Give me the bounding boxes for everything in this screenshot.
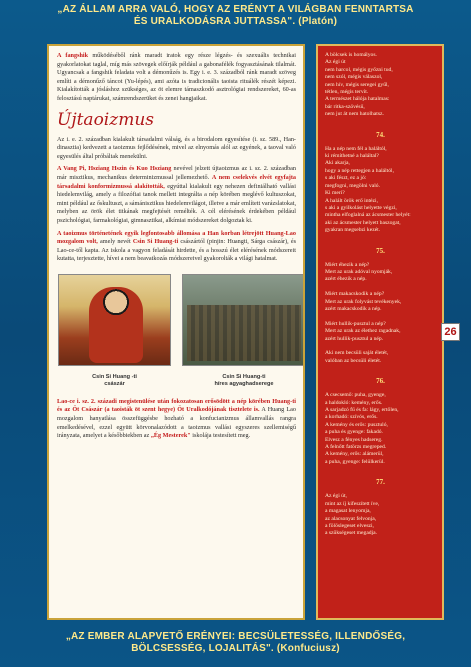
verse-line: gyakran megsebzi kezét. [325,227,381,234]
verse-line: tétlen, mégis tervít. [325,89,369,96]
footer-line-1: „AZ EMBER ALAPVETŐ ERÉNYEI: BECSÜLETESSÉG, ILLENDŐSÉG, [65,631,406,642]
verse-line: A bölcsek is homályos. [325,52,377,58]
highlight-laozi: Lao-ce i. sz. 2. századi megistenülése után fokozatosan erősödött a nép körében Huang-ti és az Öt Császár (a taoisták öt szent hegye) Öt Uralkodójának tisztelete is. [57,397,296,414]
verse-number-74: 74. [376,130,385,139]
verse-line: Aki akarja, [325,160,350,167]
paragraph-fangshi [57,52,296,104]
main-article [47,44,305,620]
caption-army-line-2: híres agyaghadserege [214,380,274,387]
verse-line: nem harcol, mégis győzni tud, [325,66,393,73]
caption-emperor [58,374,171,388]
verse-line: Miért hullik-pusztul a nép? [325,320,386,327]
verse-line [325,313,436,320]
verse-sidebar [316,44,444,620]
verse-line: A természet hálója hatalmas: [325,96,390,103]
page-number: 26 [441,323,460,341]
text-laozi-rest: iskolája testesített meg. [190,432,251,440]
text-fangshi: működéséből ránk maradt iratok egy része légzés- és szexuális technikai gyakorlatokat taglal, míg más szövegek előírják például a gabonafélék fogyasztásának tilalmát. Ugyancsak a fangshik feladata volt a démonűzés is. Egy i. e. 3. századból ránk maradt szöveg említi a démonűző táncot (Yu-lépés), ami azóta is tradicionális taoista rituálék részét képezi. Kialakították a jósláshoz szükséges, az öt elemre támaszkodó asztrológiai rendszereket, 60-as felosztású naptárukat, számrendszerüket és zenei hangjaikat. [57,52,296,102]
verse-line: azért hullik-pusztul a nép. [325,335,384,342]
verse-line: a fölöslegeset elveszi, [325,522,374,529]
verse-line: mint az íj kifeszített íve, [325,500,380,507]
paragraph-laozi [57,398,296,441]
verse-line: az alacsonyat felvonja, [325,515,377,522]
paragraph-crisis: Az i. e. 2. században kialakult társadalmi válság, és a birodalom egyesítése (i. sz. 589., Han-dinasztia) kedvezett a taoizmus fejlődésének, mivel az elnyomás alól az egyének, a taoval való egyesülés által próbáltak menekülni. [57,135,296,160]
verse-line: A kemény és erős: pusztuló, [325,421,388,428]
highlight-huang-lao: A taoizmus történetének egyik legfontosabb állomása a Han korban létrejött Huang-Lao mozgalom volt, [57,229,296,246]
header-quote [0,4,471,28]
text-neotaoism-mid: nevével jelzett újtaoizmus az i. sz. 2. században már misztikus, mechanikus determinizmussal jellemezhető. [57,165,296,181]
verse-line: A csecsemő: puha, gyenge, [325,392,386,399]
verse-line: bár ritka-szövésű, [325,103,365,110]
caption-emperor-line-2: császár [104,380,125,387]
verse-line: Miért makacskodik a nép? [325,291,385,298]
verse-76 [325,392,436,466]
lead-names: A Vang Pi, Hsziang Hszin és Kuo Hsziang [57,165,172,173]
verse-line: nem szól, mégis válaszol, [325,74,383,81]
verse-line: A halált örök erő intézi, [325,197,378,204]
verse-line: Aki nem becsüli saját életét, [325,350,389,357]
verse-line: Ha a nép nem fél a haláltól, [325,145,387,152]
highlight-emperor: Csin Si Huang-ti [132,238,179,246]
text-huang-lao-mid: amely nevét [97,238,133,246]
verse-line [325,284,436,291]
footer-quote [0,631,471,655]
caption-emperor-line-1: Csin Si Huang -ti [92,373,137,380]
verse-77 [325,493,436,537]
verse-line: hogy a nép rettegjen a haláltól, [325,167,394,174]
text-huang-lao-rest: császártól (pinjin: Huangti, Sárga császár), és Lao-ce-től kapta. Az iskola a vagyon feladását hirdette, és a hosszú élet elérésének módszereit kutatta, terjesztette, hívei a nem beavatkozás módszereivel gyakorolták a világi hatalmat. [57,238,296,263]
section-title: Újtaoizmus [57,109,154,130]
verse-number-75: 75. [376,246,385,255]
verse-line: ki rémíthetné a haláltal? [325,153,379,160]
verse-line [325,343,436,350]
verse-line: aki az ácsmester helyett baszogat, [325,219,401,226]
header-line-2: ÉS URALKODÁSRA JUTTASSA". (Platón) [133,16,338,27]
verse-line: s aki fészt, ez a jó: [325,175,367,182]
text-laozi-mid: A Huang Lao mozgalom hanyatlása összefüggésbe hozható a konfucianizmus államvallás rangra emelkedésével, ezzel együtt körvonalazódott a taoizmus vallási egyszeres szellemiségű irányzata, amelyet a későbbiekben az [57,406,296,440]
verse-line: azért éhezik a nép. [325,276,367,283]
verse-line: A felnőtt fatörzs megreped. [325,444,387,451]
verse-line: nem jut át nem hatolhatsz. [325,111,384,118]
verse-line: a puha és gyenge: fakadó. [325,429,383,436]
verse-line: a szűkségeset megadja. [325,530,378,537]
verse-line: Az égi út, [325,493,347,500]
verse-line: a magasat lenyomja, [325,508,371,515]
verse-line: megfogni, megölni való. [325,182,380,189]
caption-army-line-1: Csin Si Huang-ti [222,373,266,380]
paragraph-neotaoism [57,165,296,225]
highlight-conformism: A nem cselekvés elvét egyfajta társadalmi konformizmussá alakították, [57,173,296,190]
paragraph-huang-lao [57,230,296,264]
footer-line-2: BÖLCSESSÉG, LOJALITÁS". (Konfuciusz) [131,643,340,654]
verse-line: a haldokló: kemény, erős. [325,399,383,406]
verse-line: Mert az urak az élethez ragadnak, [325,328,401,335]
verse-line: mintha elfoglalná az ácsmester helyét: [325,212,411,219]
terracotta-army-image [182,274,305,366]
caption-army [182,374,305,388]
emperor-figure-icon [89,287,143,363]
verse-line: nem hív, mégis seregei gyűl, [325,81,389,88]
header-line-1: „AZ ÁLLAM ARRA VALÓ, HOGY AZ ERÉNYT A VILÁGBAN FENNTARTSA [57,4,414,15]
verse-75 [325,262,436,366]
highlight-sky-masters: „Ég Mesterek" [150,432,191,440]
lead-fangshi: A fangshik [57,52,89,59]
image-captions [57,372,296,398]
verse-line: Mert az urak folyvást tevékenyek, [325,298,402,305]
verse-line: a puha, gyenge: felülkerül. [325,458,385,465]
emperor-portrait-image [58,274,171,366]
verse-line: Ki meri? [325,190,345,197]
verse-line: A kemény, erős: alámerül, [325,451,384,458]
verse-line: azért makacskodik a nép. [325,305,382,312]
verse-line: s aki a gyilkolást helyette végzi, [325,204,397,211]
verse-line: Elvesz a fényes hadsereg. [325,436,383,443]
verse-line: Miért éhezik a nép? [325,261,370,268]
text-neotaoism-rest: egyúttal kialakult egy nehezen definiálható vallási hiedelemvilág, amely a filozófiai tanok mellett integrálta a nép körében meglévő kultuszokat, mint például az őskultuszt, a sámánisztikus hiedelemvilágot, illetve a már említett varázslatokat, melyben az örök élet titkának megfejtését remélték. A cél elérésének érdekében például pszichológiai, farmakológiai, gimnasztikai, alkímiai módszereket dolgoztak ki. [57,182,296,224]
verse-line: Mert az urak adóval nyomják, [325,268,393,275]
image-row [57,274,296,370]
verse-74 [325,146,436,235]
verse-number-77: 77. [376,478,385,487]
verse-number-76: 76. [376,377,385,386]
verse-line: A sarjadzó fű és fa: lágy, ertőlen, [325,407,399,414]
verse-line: valóban az becsüli életét. [325,357,382,364]
verse-line: a korhadó: szívós, erős. [325,414,378,421]
soldiers-pattern [187,305,301,361]
verse-intro [325,52,436,119]
verse-line: Az égi út [325,59,346,66]
